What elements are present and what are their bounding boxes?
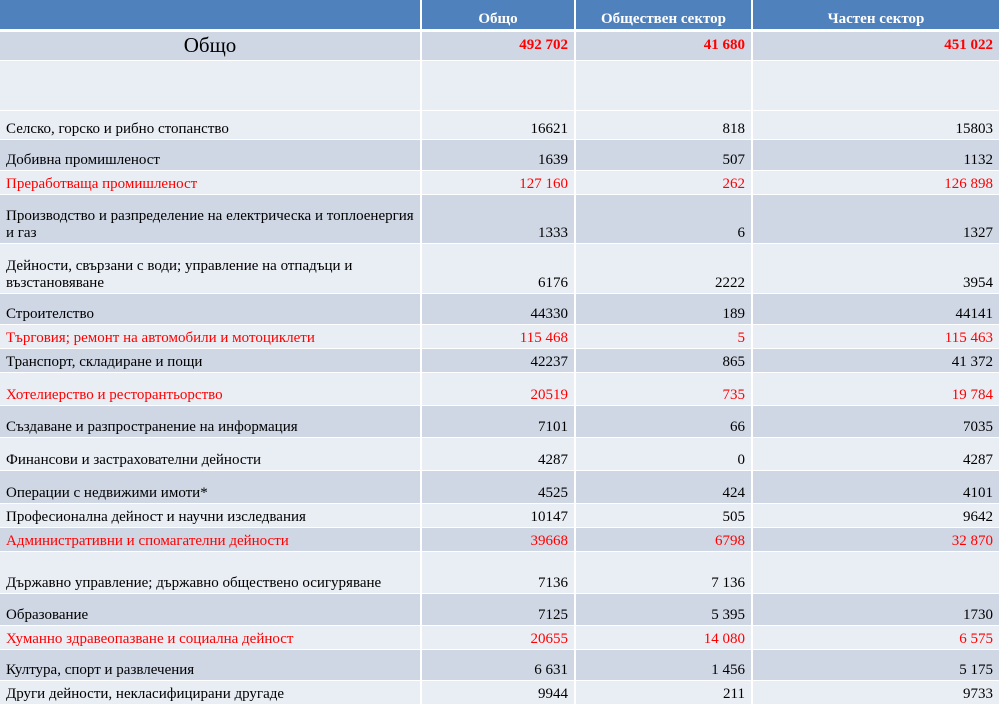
row-label: Професионална дейност и научни изследвания bbox=[0, 504, 421, 528]
row-label: Финансови и застрахователни дейности bbox=[0, 438, 421, 471]
table-row bbox=[0, 171, 999, 195]
table-row bbox=[0, 349, 999, 373]
row-public: 211 bbox=[575, 681, 752, 705]
row-private: 5 175 bbox=[752, 650, 999, 681]
row-total: 127 160 bbox=[421, 171, 575, 195]
header-private: Частен сектор bbox=[752, 0, 999, 31]
row-private: 9733 bbox=[752, 681, 999, 705]
row-total: 1639 bbox=[421, 140, 575, 171]
row-label: Операции с недвижими имоти* bbox=[0, 471, 421, 504]
row-public: 6798 bbox=[575, 528, 752, 552]
table-row bbox=[0, 438, 999, 471]
row-public: 0 bbox=[575, 438, 752, 471]
row-private: 115 463 bbox=[752, 325, 999, 349]
row-label: Преработваща промишленост bbox=[0, 171, 421, 195]
row-public: 189 bbox=[575, 294, 752, 325]
row-public: 2222 bbox=[575, 244, 752, 294]
row-public: 5 395 bbox=[575, 594, 752, 626]
row-total: 4287 bbox=[421, 438, 575, 471]
row-label: Създаване и разпространение на информация bbox=[0, 406, 421, 438]
row-public: 1 456 bbox=[575, 650, 752, 681]
row-label: Хотелиерство и ресторантьорство bbox=[0, 373, 421, 406]
table-row bbox=[0, 294, 999, 325]
table-row bbox=[0, 528, 999, 552]
row-private bbox=[752, 552, 999, 594]
table-row bbox=[0, 195, 999, 244]
row-label: Култура, спорт и развлечения bbox=[0, 650, 421, 681]
row-total: 6176 bbox=[421, 244, 575, 294]
table-row bbox=[0, 594, 999, 626]
row-public: 735 bbox=[575, 373, 752, 406]
row-label: Хуманно здравеопазване и социална дейност bbox=[0, 626, 421, 650]
row-private: 1132 bbox=[752, 140, 999, 171]
row-total: 1333 bbox=[421, 195, 575, 244]
row-private: 9642 bbox=[752, 504, 999, 528]
row-public: 505 bbox=[575, 504, 752, 528]
row-private: 4287 bbox=[752, 438, 999, 471]
row-label: Образование bbox=[0, 594, 421, 626]
row-label: Други дейности, некласифицирани другаде bbox=[0, 681, 421, 705]
row-private: 3954 bbox=[752, 244, 999, 294]
row-total: 10147 bbox=[421, 504, 575, 528]
table-row bbox=[0, 626, 999, 650]
table-row bbox=[0, 681, 999, 705]
total-row bbox=[0, 31, 999, 61]
table-row bbox=[0, 471, 999, 504]
header-total: Общо bbox=[421, 0, 575, 31]
row-label: Търговия; ремонт на автомобили и мотоциклети bbox=[0, 325, 421, 349]
header-row bbox=[0, 0, 999, 31]
row-public: 818 bbox=[575, 111, 752, 140]
table-row bbox=[0, 325, 999, 349]
row-private: 4101 bbox=[752, 471, 999, 504]
table-row bbox=[0, 244, 999, 294]
row-private: 1730 bbox=[752, 594, 999, 626]
row-private: 7035 bbox=[752, 406, 999, 438]
row-label: Добивна промишленост bbox=[0, 140, 421, 171]
row-label: Административни и спомагателни дейности bbox=[0, 528, 421, 552]
total-label: Общо bbox=[0, 31, 421, 61]
row-total: 115 468 bbox=[421, 325, 575, 349]
table-row bbox=[0, 373, 999, 406]
row-private: 19 784 bbox=[752, 373, 999, 406]
row-private: 44141 bbox=[752, 294, 999, 325]
row-total: 20655 bbox=[421, 626, 575, 650]
row-private: 6 575 bbox=[752, 626, 999, 650]
row-label bbox=[0, 61, 421, 111]
row-private: 15803 bbox=[752, 111, 999, 140]
row-public: 14 080 bbox=[575, 626, 752, 650]
row-public: 865 bbox=[575, 349, 752, 373]
table-row bbox=[0, 504, 999, 528]
total-total: 492 702 bbox=[421, 31, 575, 61]
row-total: 4525 bbox=[421, 471, 575, 504]
row-public: 7 136 bbox=[575, 552, 752, 594]
row-public: 5 bbox=[575, 325, 752, 349]
row-label: Строителство bbox=[0, 294, 421, 325]
row-total: 7136 bbox=[421, 552, 575, 594]
row-total: 7125 bbox=[421, 594, 575, 626]
row-total: 9944 bbox=[421, 681, 575, 705]
table-row bbox=[0, 650, 999, 681]
row-label: Транспорт, складиране и пощи bbox=[0, 349, 421, 373]
row-private: 41 372 bbox=[752, 349, 999, 373]
row-public: 6 bbox=[575, 195, 752, 244]
table-row bbox=[0, 61, 999, 111]
row-private: 126 898 bbox=[752, 171, 999, 195]
row-label: Държавно управление; държавно обществено осигуряване bbox=[0, 552, 421, 594]
row-total: 39668 bbox=[421, 528, 575, 552]
table-row bbox=[0, 552, 999, 594]
row-private: 32 870 bbox=[752, 528, 999, 552]
table-row bbox=[0, 406, 999, 438]
row-private: 1327 bbox=[752, 195, 999, 244]
row-total: 7101 bbox=[421, 406, 575, 438]
row-label: Производство и разпределение на електрическа и топлоенергия и газ bbox=[0, 195, 421, 244]
row-total: 6 631 bbox=[421, 650, 575, 681]
row-public: 507 bbox=[575, 140, 752, 171]
header-public: Обществен сектор bbox=[575, 0, 752, 31]
row-total bbox=[421, 61, 575, 111]
row-label: Селско, горско и рибно стопанство bbox=[0, 111, 421, 140]
row-public: 424 bbox=[575, 471, 752, 504]
row-private bbox=[752, 61, 999, 111]
row-total: 16621 bbox=[421, 111, 575, 140]
row-total: 42237 bbox=[421, 349, 575, 373]
row-label: Дейности, свързани с води; управление на отпадъци и възстановяване bbox=[0, 244, 421, 294]
table-row bbox=[0, 111, 999, 140]
total-private: 451 022 bbox=[752, 31, 999, 61]
row-total: 44330 bbox=[421, 294, 575, 325]
table-row bbox=[0, 140, 999, 171]
row-public: 262 bbox=[575, 171, 752, 195]
row-total: 20519 bbox=[421, 373, 575, 406]
row-public: 66 bbox=[575, 406, 752, 438]
header-label bbox=[0, 0, 421, 31]
row-public bbox=[575, 61, 752, 111]
total-public: 41 680 bbox=[575, 31, 752, 61]
